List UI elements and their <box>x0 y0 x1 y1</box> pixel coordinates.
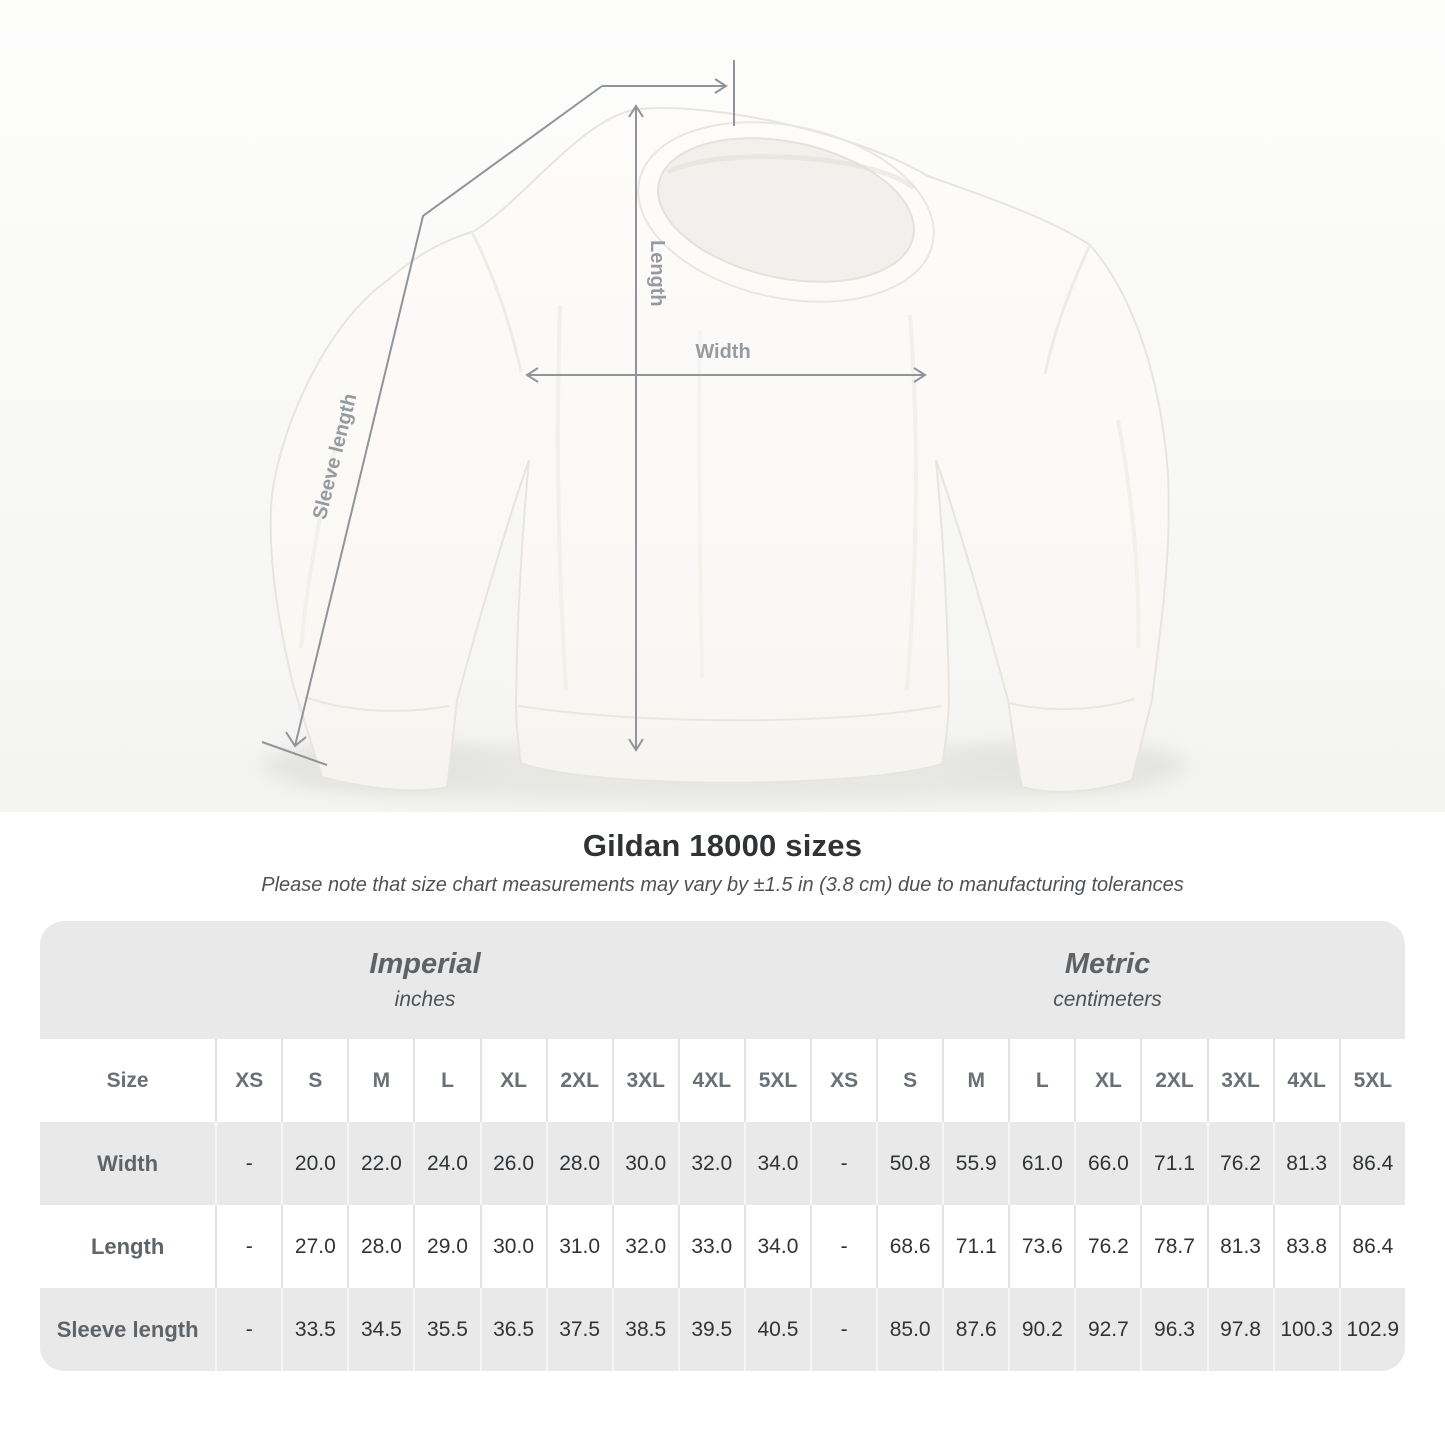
value-cell: 78.7 <box>1140 1205 1206 1288</box>
sleeve-length-label: Sleeve length <box>308 391 362 522</box>
size-col: XL <box>480 1039 546 1122</box>
value-cell: 90.2 <box>1008 1288 1074 1371</box>
value-cell: 71.1 <box>942 1205 1008 1288</box>
imperial-group-header <box>40 921 810 1039</box>
value-cell: 73.6 <box>1008 1205 1074 1288</box>
value-cell: 61.0 <box>1008 1122 1074 1205</box>
value-cell: 22.0 <box>347 1122 413 1205</box>
value-cell: 81.3 <box>1207 1205 1273 1288</box>
value-cell: 87.6 <box>942 1288 1008 1371</box>
value-cell: - <box>215 1288 281 1371</box>
value-cell: - <box>215 1122 281 1205</box>
value-cell: 28.0 <box>546 1122 612 1205</box>
size-header-row <box>40 1039 1405 1122</box>
size-col: XS <box>215 1039 281 1122</box>
value-cell: 20.0 <box>281 1122 347 1205</box>
size-col: 5XL <box>744 1039 810 1122</box>
length-label: Length <box>646 240 668 307</box>
value-cell: 66.0 <box>1074 1122 1140 1205</box>
value-cell: 92.7 <box>1074 1288 1140 1371</box>
value-cell: 50.8 <box>876 1122 942 1205</box>
value-cell: 71.1 <box>1140 1122 1206 1205</box>
value-cell: 39.5 <box>678 1288 744 1371</box>
metric-group-header <box>810 921 1405 1039</box>
imperial-unit: inches <box>394 988 456 1011</box>
size-col: M <box>942 1039 1008 1122</box>
size-col: 3XL <box>1207 1039 1273 1122</box>
value-cell: 85.0 <box>876 1288 942 1371</box>
value-cell: 31.0 <box>546 1205 612 1288</box>
metric-unit: centimeters <box>1053 988 1162 1011</box>
value-cell: 32.0 <box>612 1205 678 1288</box>
value-cell: - <box>810 1205 876 1288</box>
value-cell: 28.0 <box>347 1205 413 1288</box>
value-cell: 97.8 <box>1207 1288 1273 1371</box>
width-label: Width <box>695 341 751 363</box>
size-col: XS <box>810 1039 876 1122</box>
value-cell: 34.0 <box>744 1205 810 1288</box>
value-cell: 24.0 <box>413 1122 479 1205</box>
size-col: S <box>281 1039 347 1122</box>
imperial-label: Imperial <box>369 948 481 980</box>
value-cell: 86.4 <box>1339 1122 1405 1205</box>
row-label: Length <box>40 1205 215 1288</box>
value-cell: 30.0 <box>612 1122 678 1205</box>
value-cell: 81.3 <box>1273 1122 1339 1205</box>
width-row <box>40 1122 1405 1205</box>
value-cell: 35.5 <box>413 1288 479 1371</box>
value-cell: 86.4 <box>1339 1205 1405 1288</box>
value-cell: - <box>810 1288 876 1371</box>
value-cell: 33.0 <box>678 1205 744 1288</box>
value-cell: 36.5 <box>480 1288 546 1371</box>
row-label: Sleeve length <box>40 1288 215 1371</box>
value-cell: 33.5 <box>281 1288 347 1371</box>
size-col: S <box>876 1039 942 1122</box>
size-col: L <box>413 1039 479 1122</box>
size-col: 4XL <box>1273 1039 1339 1122</box>
value-cell: 76.2 <box>1074 1205 1140 1288</box>
value-cell: 37.5 <box>546 1288 612 1371</box>
size-col: M <box>347 1039 413 1122</box>
caption-block <box>0 828 1445 897</box>
size-header: Size <box>40 1039 215 1122</box>
value-cell: 40.5 <box>744 1288 810 1371</box>
value-cell: 38.5 <box>612 1288 678 1371</box>
size-col: 2XL <box>1140 1039 1206 1122</box>
size-col: 2XL <box>546 1039 612 1122</box>
value-cell: 27.0 <box>281 1205 347 1288</box>
sleeve-length-row <box>40 1288 1405 1371</box>
value-cell: 34.5 <box>347 1288 413 1371</box>
value-cell: 96.3 <box>1140 1288 1206 1371</box>
row-label: Width <box>40 1122 215 1205</box>
value-cell: 76.2 <box>1207 1122 1273 1205</box>
size-col: L <box>1008 1039 1074 1122</box>
size-chart <box>40 921 1405 1371</box>
value-cell: 34.0 <box>744 1122 810 1205</box>
value-cell: 83.8 <box>1273 1205 1339 1288</box>
value-cell: 102.9 <box>1339 1288 1405 1371</box>
size-chart-table <box>40 921 1405 1371</box>
size-col: 5XL <box>1339 1039 1405 1122</box>
value-cell: 32.0 <box>678 1122 744 1205</box>
value-cell: 30.0 <box>480 1205 546 1288</box>
value-cell: 26.0 <box>480 1122 546 1205</box>
value-cell: - <box>810 1122 876 1205</box>
size-col: 3XL <box>612 1039 678 1122</box>
length-row <box>40 1205 1405 1288</box>
metric-label: Metric <box>1064 948 1151 980</box>
page-title: Gildan 18000 sizes <box>582 828 863 863</box>
size-col: XL <box>1074 1039 1140 1122</box>
value-cell: - <box>215 1205 281 1288</box>
value-cell: 29.0 <box>413 1205 479 1288</box>
unit-group-row <box>40 921 1405 1039</box>
size-col: 4XL <box>678 1039 744 1122</box>
value-cell: 100.3 <box>1273 1288 1339 1371</box>
tolerance-note: Please note that size chart measurements may vary by ±1.5 in (3.8 cm) due to manufacturing tolerances <box>261 874 1184 896</box>
value-cell: 55.9 <box>942 1122 1008 1205</box>
value-cell: 68.6 <box>876 1205 942 1288</box>
